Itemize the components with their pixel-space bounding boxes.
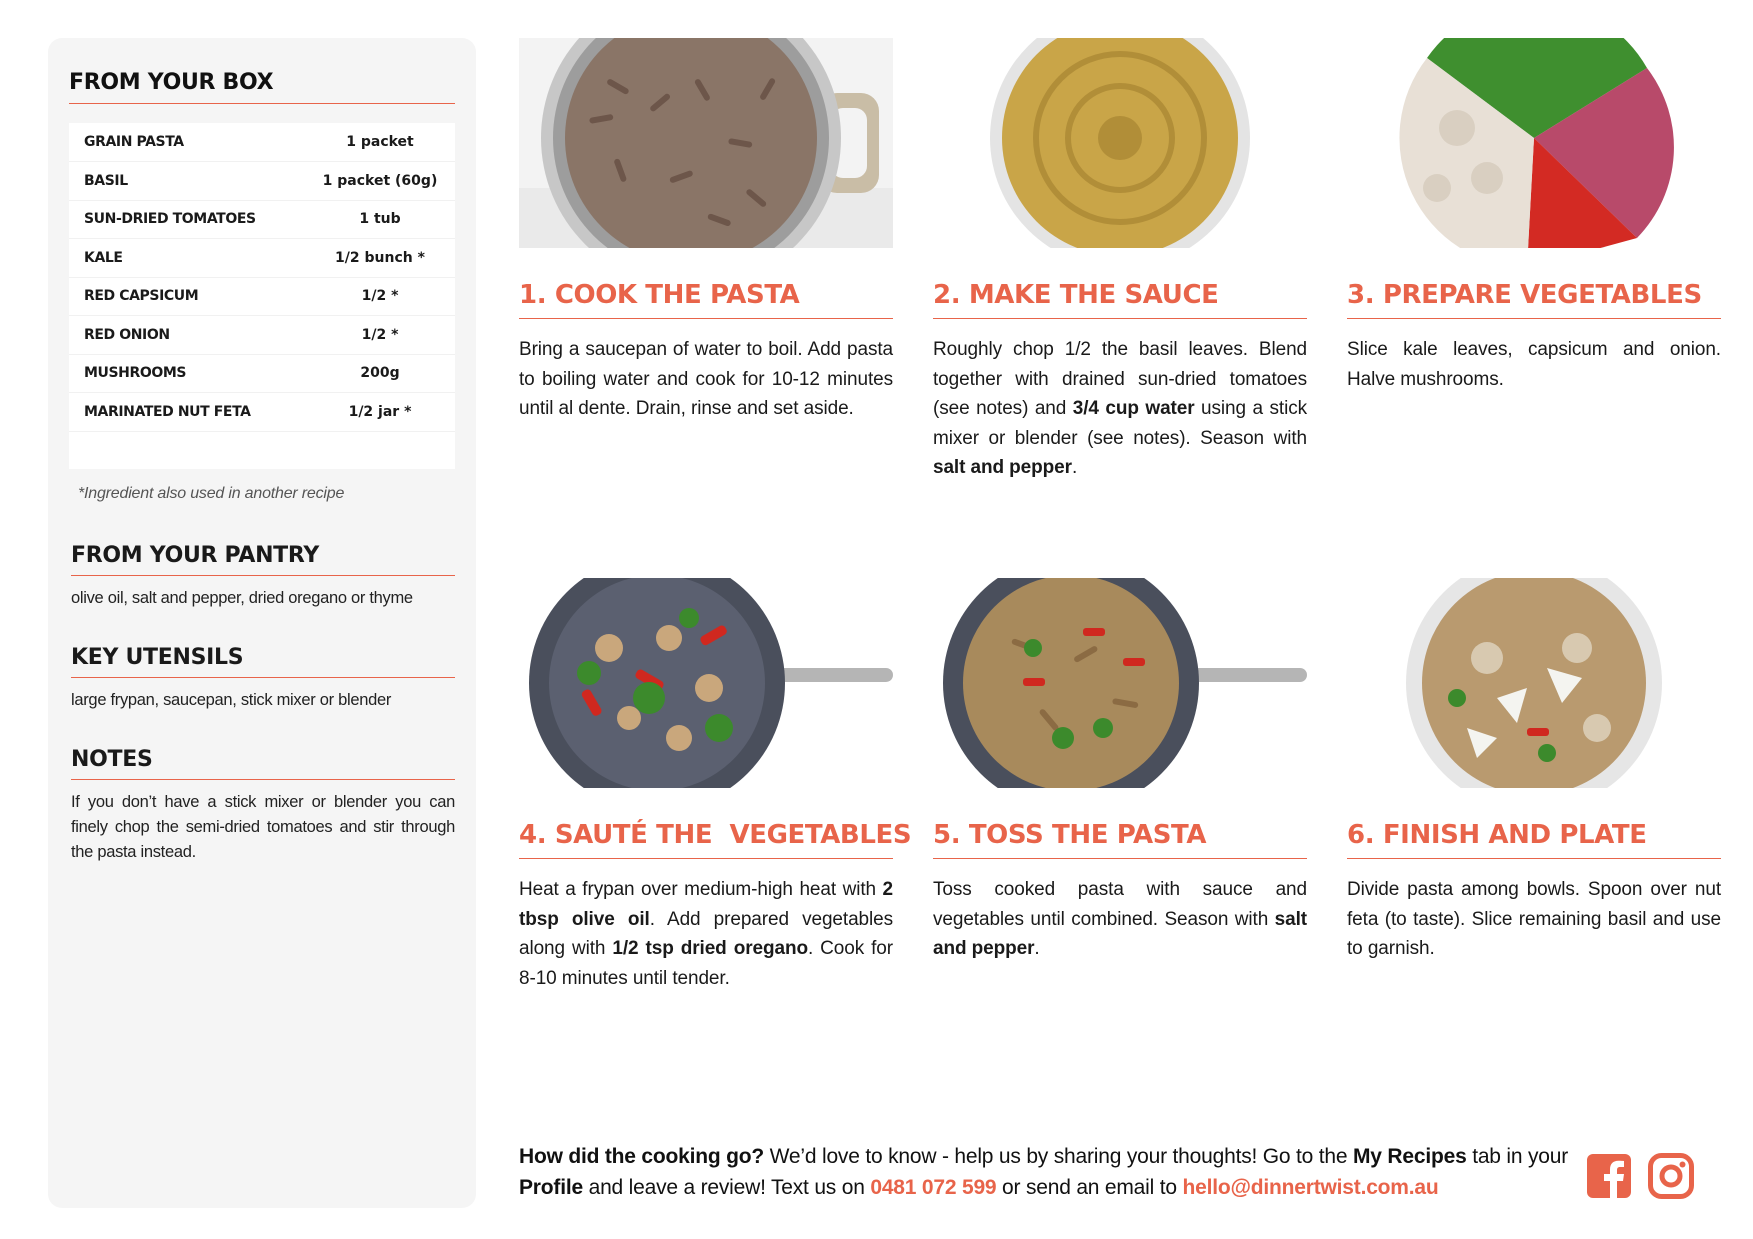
step-title: 2. MAKE THE SAUCE	[933, 280, 1307, 319]
box-heading: FROM YOUR BOX	[69, 70, 455, 104]
step-text-segment: Toss cooked pasta with sauce and vegetables until combined. Season with	[933, 879, 1307, 930]
plated-pasta-photo	[1347, 578, 1721, 788]
ingredient-row	[69, 200, 455, 239]
step-text-segment: Divide pasta among bowls. Spoon over nut feta (to taste). Slice remaining basil and use to garnish.	[1347, 879, 1721, 959]
ingredient-name: BASIL	[69, 162, 305, 201]
ingredient-qty: 1/2 jar *	[305, 393, 455, 432]
my-recipes-label: My Recipes	[1353, 1145, 1467, 1168]
step-title: 6. FINISH AND PLATE	[1347, 820, 1721, 859]
step-5	[933, 578, 1307, 964]
step-text-bold: salt and pepper	[933, 908, 1307, 959]
step-text-segment: using a stick mixer or blender (see notes). Season with	[933, 398, 1307, 449]
ingredient-name: GRAIN PASTA	[69, 123, 305, 162]
ingredient-qty: 1/2 bunch *	[305, 239, 455, 278]
step-1	[519, 38, 893, 424]
notes-heading: NOTES	[71, 747, 455, 780]
feedback-question: How did the cooking go?	[519, 1145, 765, 1168]
ingredient-qty: 1 packet (60g)	[305, 162, 455, 201]
step-text-segment: . Add prepared vegetables along with	[519, 908, 893, 959]
step-title: 5. TOSS THE PASTA	[933, 820, 1307, 859]
step-text-segment: .	[1034, 938, 1040, 959]
ingredient-name: RED ONION	[69, 316, 305, 355]
footer-text: We’d love to know - help us by sharing your thoughts! Go to the	[764, 1145, 1353, 1168]
step-3	[1347, 38, 1721, 394]
step-text	[933, 875, 1307, 964]
pantry-heading: FROM YOUR PANTRY	[71, 543, 455, 576]
step-text-bold: 2 tbsp olive oil	[519, 879, 893, 930]
sauce-bowl-photo	[933, 38, 1307, 248]
step-text	[1347, 335, 1721, 394]
ingredient-row	[69, 393, 455, 432]
facebook-icon[interactable]	[1586, 1153, 1632, 1199]
ingredient-row	[69, 316, 455, 355]
ingredient-row	[69, 162, 455, 201]
step-6	[1347, 578, 1721, 964]
vegetables-bowl-photo	[1347, 38, 1721, 248]
ingredient-name: MUSHROOMS	[69, 354, 305, 393]
step-title: 4. SAUTÉ THE VEGETABLES	[519, 820, 893, 859]
utensils-text: large frypan, saucepan, stick mixer or blender	[71, 691, 392, 709]
step-text	[519, 875, 893, 993]
step-text-segment: Heat a frypan over medium-high heat with	[519, 879, 883, 900]
feedback-footer	[519, 1141, 1579, 1203]
step-text	[519, 335, 893, 424]
step-text	[933, 335, 1307, 483]
ingredient-row	[69, 239, 455, 278]
utensils-heading: KEY UTENSILS	[71, 645, 455, 678]
step-text-segment: Slice kale leaves, capsicum and onion. Halve mushrooms.	[1347, 339, 1721, 390]
ingredient-qty: 1/2 *	[305, 277, 455, 316]
ingredient-row	[69, 354, 455, 393]
email-link[interactable]: hello@dinnertwist.com.au	[1182, 1176, 1439, 1199]
step-title: 3. PREPARE VEGETABLES	[1347, 280, 1721, 319]
pantry-text: olive oil, salt and pepper, dried oregano or thyme	[71, 589, 413, 607]
step-text-bold: 1/2 tsp dried oregano	[612, 938, 808, 959]
step-text-segment: .	[1071, 457, 1078, 478]
pasta-pot-photo	[519, 38, 893, 248]
phone-number[interactable]: 0481 072 599	[870, 1176, 997, 1199]
table-spacer-row	[69, 431, 455, 469]
ingredient-qty: 1 packet	[305, 123, 455, 162]
step-2	[933, 38, 1307, 483]
ingredient-name: KALE	[69, 239, 305, 278]
ingredients-sidebar	[48, 38, 476, 1208]
ingredient-footnote: *Ingredient also used in another recipe	[78, 485, 345, 502]
ingredient-name: RED CAPSICUM	[69, 277, 305, 316]
step-text-bold: salt and pepper	[933, 457, 1072, 478]
step-text-segment: Bring a saucepan of water to boil. Add pasta to boiling water and cook for 10-12 minutes until al dente. Drain, rinse and set aside.	[519, 339, 893, 419]
footer-text: and leave a review! Text us on	[582, 1176, 871, 1199]
notes-text: If you don’t have a stick mixer or blender you can finely chop the semi-dried tomatoes and stir through the pasta instead.	[71, 793, 455, 861]
tossed-pasta-photo	[933, 578, 1307, 788]
step-title: 1. COOK THE PASTA	[519, 280, 893, 319]
instagram-icon[interactable]	[1648, 1153, 1694, 1199]
ingredients-table	[69, 123, 455, 469]
ingredient-qty: 1 tub	[305, 200, 455, 239]
step-text	[1347, 875, 1721, 964]
step-text-bold: 3/4 cup water	[1072, 398, 1195, 419]
profile-label: Profile	[519, 1176, 583, 1199]
footer-text: tab in your	[1466, 1145, 1569, 1168]
step-4	[519, 578, 912, 993]
ingredient-row	[69, 277, 455, 316]
ingredient-qty: 1/2 *	[305, 316, 455, 355]
frypan-vegetables-photo	[519, 578, 893, 788]
step-text-segment: . Cook for 8-10 minutes until tender.	[519, 938, 893, 989]
ingredient-qty: 200g	[305, 354, 455, 393]
ingredient-name: MARINATED NUT FETA	[69, 393, 305, 432]
step-text-segment: Roughly chop 1/2 the basil leaves. Blend together with drained sun-dried tomatoes (see notes) and	[933, 339, 1307, 419]
ingredient-row	[69, 123, 455, 162]
ingredient-name: SUN-DRIED TOMATOES	[69, 200, 305, 239]
footer-text: or send an email to	[996, 1176, 1183, 1199]
